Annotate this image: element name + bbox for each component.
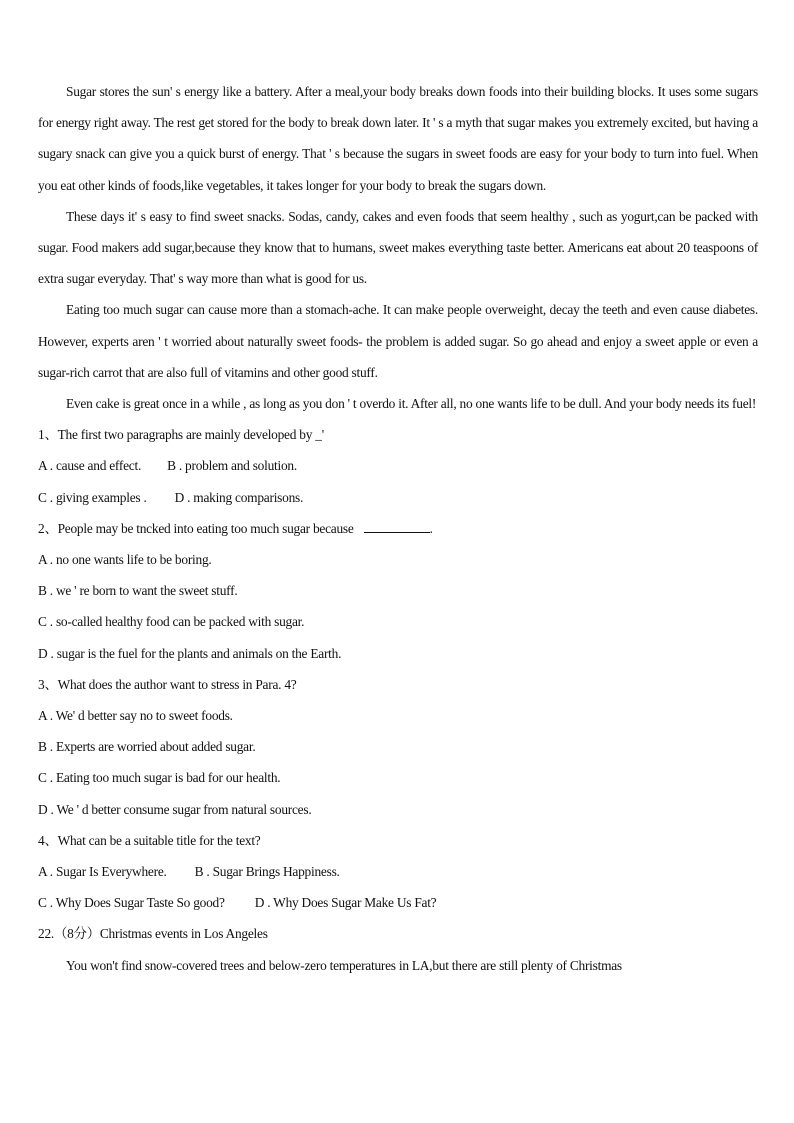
question-2-option-a: A . no one wants life to be boring. [38,552,212,568]
passage-paragraph-3: Eating too much sugar can cause more than a stomach-ache. It can make people overweight, decay the teeth and even cause diabetes. However, experts aren ' t worried about naturally sweet foods- the problem is added sugar. So go ahead and enjoy a sweet apple or even a sugar-rich carrot that are also full of vitamins and other good stuff. [38,302,758,380]
question-4-stem: 4、What can be a suitable title for the text? [38,832,261,848]
question-3-stem: 3、What does the author want to stress in Para. 4? [38,676,297,692]
passage-paragraph-1: Sugar stores the sun' s energy like a battery. After a meal,your body breaks down foods into their building blocks. It uses some sugars for energy right away. The rest get stored for the body to break down later. It ' s a myth that sugar makes you extremely excited, but having a sugary snack can give you a quick burst of energy. That ' s because the sugars in sweet foods are easy for your body to turn into fuel. When you eat other kinds of foods,like vegetables, it takes longer for your body to break the sugars down. [38,84,758,193]
answer-blank [364,518,430,533]
question-1-options-cd [38,482,758,513]
question-4-option-d: D . Why Does Sugar Make Us Fat? [254,895,437,911]
question-4-options-ab [38,856,758,887]
question-2-option-c: C . so-called healthy food can be packed with sugar. [38,614,305,630]
section-22-first-line: You won't find snow-covered trees and below-zero temperatures in LA,but there are still plenty of Christmas [66,957,622,973]
question-4-option-c: C . Why Does Sugar Taste So good? [38,895,225,911]
question-2-stem-line [38,513,758,544]
question-4-options-cd [38,887,758,918]
passage-paragraph-4: Even cake is great once in a while , as long as you don ' t overdo it. After all, no one wants life to be dull. And your body needs its fuel! [66,396,757,412]
question-1-stem: 1、The first two paragraphs are mainly developed by _' [38,427,324,443]
section-22-heading: 22.（8分）Christmas events in Los Angeles [38,926,268,942]
question-3 [38,669,758,825]
question-2 [38,513,758,669]
question-2-option-b: B . we ' re born to want the sweet stuff. [38,583,238,599]
question-1-option-c: C . giving examples . [38,489,147,505]
question-4 [38,825,758,919]
question-1-option-d: D . making comparisons. [174,489,304,505]
question-1 [38,419,758,513]
question-2-stem-end: . [429,520,433,536]
question-4-option-b: B . Sugar Brings Happiness. [194,864,340,880]
question-1-option-b: B . problem and solution. [167,458,297,474]
question-2-stem: 2、People may be tncked into eating too much sugar because [38,520,354,536]
passage-paragraph-2: These days it' s easy to find sweet snacks. Sodas, candy, cakes and even foods that seem healthy , such as yogurt,can be packed with sugar. Food makers add sugar,because they know that to humans, sweet makes everything taste better. Americans eat about 20 teaspoons of extra sugar everyday. That' s way more than what is good for us. [38,208,758,287]
question-2-option-d: D . sugar is the fuel for the plants and animals on the Earth. [38,645,342,661]
question-1-options-ab [38,450,758,481]
question-3-option-c: C . Eating too much sugar is bad for our health. [38,770,281,786]
page-content [38,76,758,981]
question-1-option-a: A . cause and effect. [38,458,142,474]
question-3-option-d: D . We ' d better consume sugar from natural sources. [38,801,312,817]
question-4-option-a: A . Sugar Is Everywhere. [38,864,167,880]
question-3-option-b: B . Experts are worried about added sugar. [38,739,256,755]
question-3-option-a: A . We' d better say no to sweet foods. [38,708,233,724]
